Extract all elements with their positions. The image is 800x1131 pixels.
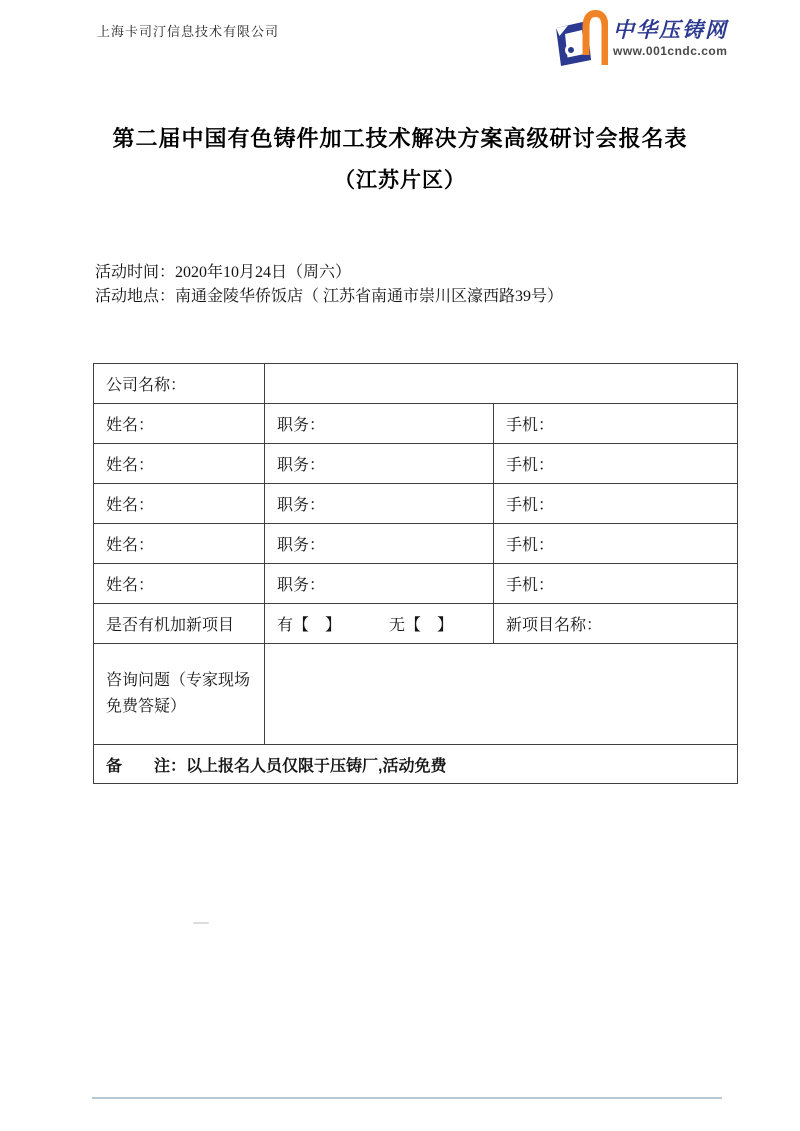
attendee-name-cell[interactable] xyxy=(94,524,265,564)
new-project-name-label: 新项目名称： xyxy=(506,617,603,634)
machining-question-label: 是否有机加新项目 xyxy=(106,617,235,634)
attendee-title-cell[interactable] xyxy=(265,444,494,484)
attendee-name-cell[interactable] xyxy=(94,444,265,484)
attendee-title-label: 职务： xyxy=(277,417,326,434)
attendee-title-label: 职务： xyxy=(277,457,326,474)
attendee-phone-label: 手机： xyxy=(506,417,555,434)
site-url: www.001cndc.com xyxy=(613,44,728,58)
attendee-name-cell[interactable] xyxy=(94,564,265,604)
attendee-row xyxy=(94,404,738,444)
attendee-title-cell[interactable] xyxy=(265,404,494,444)
new-project-row xyxy=(94,604,738,644)
remark-label: 备 注： xyxy=(106,757,187,775)
company-name-label-cell xyxy=(94,364,265,404)
attendee-phone-cell[interactable] xyxy=(494,404,738,444)
attendee-name-label: 姓名： xyxy=(106,497,155,514)
event-location-label: 活动地点： xyxy=(95,288,176,305)
registration-table xyxy=(93,363,738,784)
event-location-value: 南通金陵华侨饭店（ 江苏省南通市崇川区濠西路39号） xyxy=(175,288,564,305)
attendee-phone-cell[interactable] xyxy=(494,524,738,564)
attendee-row xyxy=(94,524,738,564)
attendee-name-cell[interactable] xyxy=(94,404,265,444)
attendee-name-label: 姓名： xyxy=(106,417,155,434)
attendee-phone-cell[interactable] xyxy=(494,484,738,524)
company-header: 上海卡司汀信息技术有限公司 xyxy=(97,24,280,39)
scan-smudge xyxy=(193,922,209,924)
machining-options-cell xyxy=(265,604,494,644)
attendee-title-label: 职务： xyxy=(277,497,326,514)
attendee-phone-cell[interactable] xyxy=(494,564,738,604)
option-yes-checkbox[interactable]: 有【 】 xyxy=(277,617,342,634)
page-subtitle: （江苏片区） xyxy=(334,168,466,192)
consult-answer-cell[interactable] xyxy=(265,644,738,745)
footer-divider-line xyxy=(92,1097,722,1099)
machining-question-cell xyxy=(94,604,265,644)
attendee-row xyxy=(94,484,738,524)
option-no-checkbox[interactable]: 无【 】 xyxy=(389,617,454,634)
consult-label-cell xyxy=(94,644,265,745)
site-logo xyxy=(554,5,728,72)
event-time-value: 2020年10月24日（周六） xyxy=(175,264,352,281)
attendee-name-label: 姓名： xyxy=(106,577,155,594)
attendee-title-label: 职务： xyxy=(277,537,326,554)
attendee-name-cell[interactable] xyxy=(94,484,265,524)
attendee-phone-label: 手机： xyxy=(506,497,555,514)
options-group xyxy=(277,612,493,635)
attendee-row xyxy=(94,564,738,604)
company-name-label: 公司名称： xyxy=(106,377,187,394)
attendee-title-cell[interactable] xyxy=(265,564,494,604)
attendee-title-cell[interactable] xyxy=(265,524,494,564)
attendee-title-label: 职务： xyxy=(277,577,326,594)
page-title: 第二届中国有色铸件加工技术解决方案高级研讨会报名表 xyxy=(112,126,688,151)
attendee-phone-label: 手机： xyxy=(506,577,555,594)
new-project-name-cell[interactable] xyxy=(494,604,738,644)
remark-text: 以上报名人员仅限于压铸厂,活动免费 xyxy=(186,757,447,775)
attendee-name-label: 姓名： xyxy=(106,457,155,474)
diecasting-logo-icon xyxy=(554,5,608,72)
event-time-label: 活动时间： xyxy=(95,264,176,281)
attendee-row xyxy=(94,444,738,484)
company-name-value-cell[interactable] xyxy=(265,364,738,404)
attendee-phone-label: 手机： xyxy=(506,537,555,554)
consult-label: 咨询问题（专家现场免费答疑） xyxy=(106,672,251,715)
remark-cell xyxy=(94,745,738,784)
remark-row xyxy=(94,745,738,784)
company-name-row xyxy=(94,364,738,404)
attendee-name-label: 姓名： xyxy=(106,537,155,554)
event-location-line xyxy=(95,285,563,309)
event-time-line xyxy=(95,261,563,285)
attendee-title-cell[interactable] xyxy=(265,484,494,524)
attendee-phone-label: 手机： xyxy=(506,457,555,474)
logo-text-block xyxy=(613,20,728,57)
site-name: 中华压铸网 xyxy=(613,18,728,42)
consult-row xyxy=(94,644,738,745)
event-info xyxy=(95,261,563,309)
attendee-phone-cell[interactable] xyxy=(494,444,738,484)
